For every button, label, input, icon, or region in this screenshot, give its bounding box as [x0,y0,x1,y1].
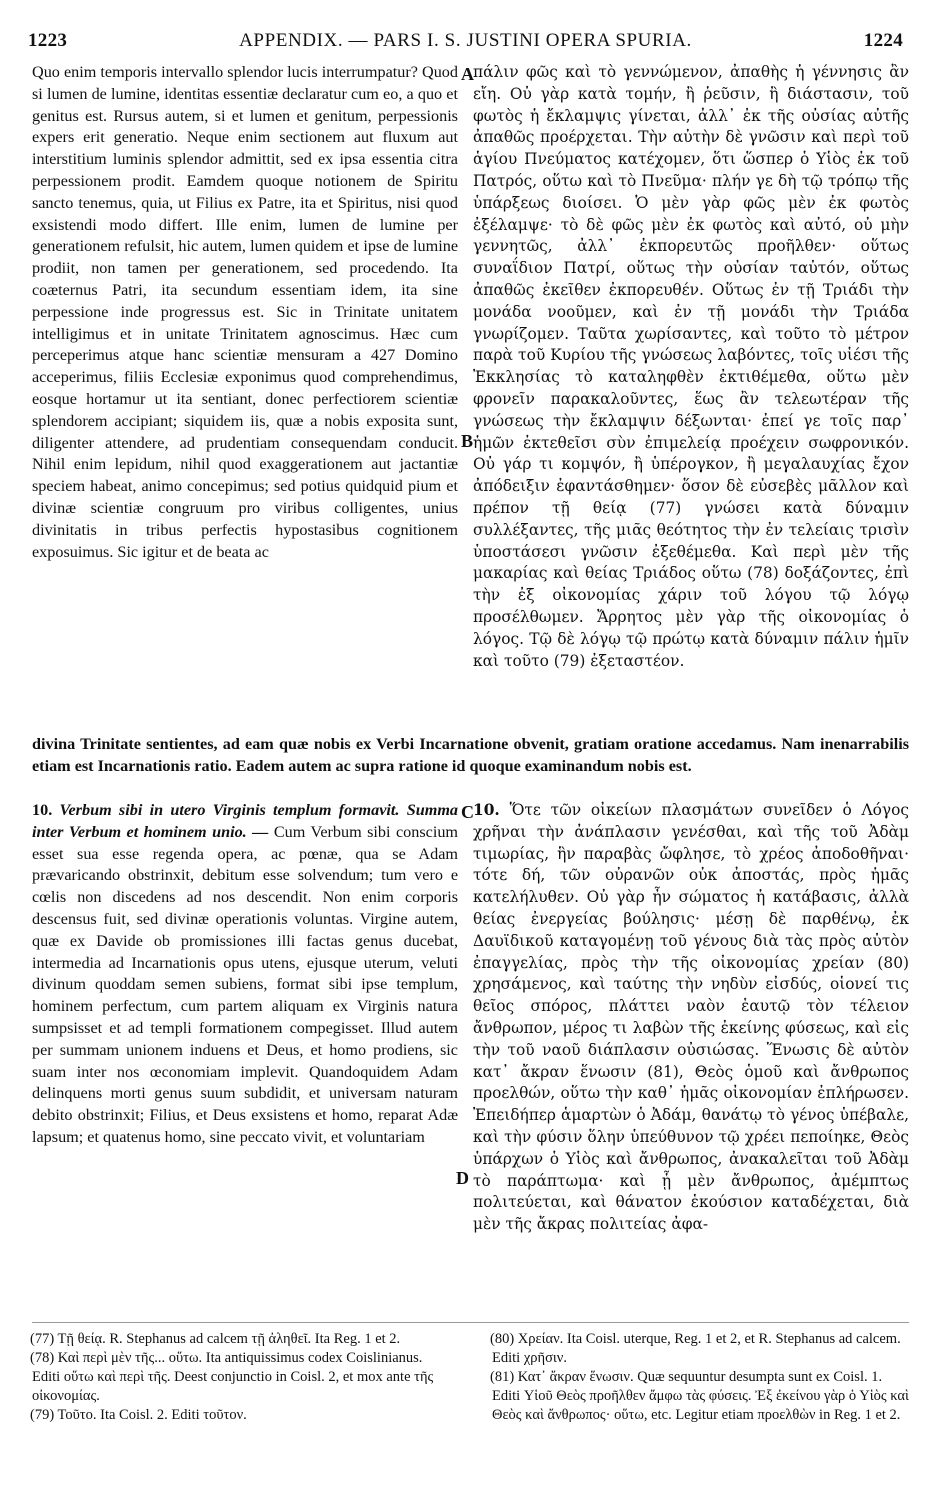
running-title: APPENDIX. — PARS I. S. JUSTINI OPERA SPURIA. [239,30,692,51]
greek-paragraph: πάλιν φῶς καὶ τὸ γεννώμενον, ἀπαθὴς ἡ γέννησις ἂν εἴη. Οὐ γὰρ κατὰ τομήν, ἢ ῥεῦσιν, ἢ διάστασιν, τοῦ φωτὸς ἡ ἔκλαμψις γίνεται, ἀλλ᾽ ἐκ τῆς οὐσίας αὐτῆς ἀπαθῶς προέρχεται. Τὴν αὐτὴν δὲ γνῶσιν καὶ περὶ τοῦ ἁγίου Πνεύματος κατέχομεν, ὅτι ὥσπερ ὁ Υἱὸς ἐκ τοῦ Πατρός, οὕτω καὶ τὸ Πνεῦμα· πλήν γε δὴ τῷ τρόπῳ τῆς ὑπάρξεως διοίσει. Ὁ μὲν γὰρ φῶς μὲν ἐκ φωτὸς ἐξέλαμψε· τὸ δὲ φῶς μὲν ἐκ φωτὸς καὶ αὐτό, οὐ μὴν γεννητῶς, ἀλλ᾽ ἐκπορευτῶς προῆλθεν· οὕτως συναΐδιον Πατρί, οὕτως τὴν οὐσίαν ταὐτόν, οὕτως ἀπαθῶς ἐκεῖθεν ἐκπορευθέν. Οὕτως ἐν τῇ Τριάδι τὴν μονάδα νοοῦμεν, καὶ ἐν τῇ μονάδι τὴν Τριάδα γνωρίζομεν. Ταῦτα χωρίσαντες, καὶ τοῦτο τὸ μέτρον παρὰ τοῦ Κυρίου τῆς γνώσεως λαβόντες, τοῖς υἱέσι τῆς Ἐκκλησίας τὸ καταληφθὲν ἐκτιθέμεθα, οὕτω μὲν φρονεῖν παρακαλοῦντες, ἕως ἂν τελεωτέραν τῆς γνώσεως τὴν ἔκλαμψιν δέξωνται· ἐπεί γε τοῖς παρ᾽ ἡμῶν ἐκτεθεῖσι σὺν ἐπιμελείᾳ προέχειν σωφρονικόν. Οὐ γάρ τι κομψόν, ἢ ὑπέρογκον, ἢ μεγαλαυχίας ἔχον ἀπόδειξιν ἐφαντάσθημεν· ὅσον δὲ εὐσεβὲς μᾶλλον καὶ πρέπον τῇ θείᾳ (77) γνώσει κατὰ δύναμιν συλλέξαντες, τῆς μιᾶς θεότητος τὴν ἐν τελείαις τρισὶν ὑποστάσεσι γνῶσιν ἐξεθέμεθα. Καὶ περὶ μὲν τῆς μακαρίας καὶ θείας Τριάδος οὕτω (78) δοξάζοντες, ἐπὶ τὴν ἐξ οἰκονομίας χάριν τοῦ λόγου τῷ λόγῳ προσέλθωμεν. Ἄρρητος μὲν γὰρ τῆς οἰκονομίας ὁ λόγος. Τῷ δὲ λόγῳ τῷ πρώτῳ κατὰ δύναμιν πάλιν ἡμῖν καὶ τοῦτο (79) ἐξεταστέον. [473,63,909,670]
margin-marker-c: C [461,802,474,822]
footnote-divider [32,1322,909,1323]
latin-section-10 [32,800,458,1149]
latin-paragraph: Quo enim temporis intervallo splendor lucis interrumpatur? Quod si lumen de lumine, identitas essentiæ declaratur cum eo, a quo et genitus est. Rursus autem, si et lumen et genitum, perpessionis expers erit generatio. Neque enim sectionem aut fluxum aut interstitium luminis splendor admittit, sed ex ipsa essentia citra perpessionem prodit. Eamdem quoque notionem de Spiritu sancto tenemus, quia, ut Filius ex Patre, ita et Spiritus, nisi quod exsistendi modo differt. Ille enim, lumen de lumine per generationem refulsit, hic autem, lumen quidem et ipse de lumine prodiit, non tamen per generationem, sed procedendo. Ita coæternus Patri, ita secundum essentiam idem, ita sine perpessione inde progressus est. Sic in Trinitate unitatem intelligimus et in unitate Trinitatem agnoscimus. Hæc cum perceperimus atque hanc scientiæ mensuram a 427 Domino acceperimus, filiis Ecclesiæ exponimus quod comprehendimus, eosque hortamur ut ita sentiant, donec perfectiorem scientiæ splendorem accipiant; siquidem iis, quæ a nobis exposita sunt, diligenter attendere, ad prudentiam consequendam conducit. Nihil enim lepidum, nihil quod exaggerationem aut jactantiæ speciem habeat, animo concepimus; sed potius quidquid pium et divinæ scientiæ congruum pro viribus colligentes, unius divinitatis in tribus perfectis hypostasibus cognitionem exposuimus. Sic igitur et de beata ac [32,63,458,561]
margin-marker-d: D [456,1168,469,1188]
footnote-77: (77) Τῇ θείᾳ. R. Stephanus ad calcem τῇ ἀληθεῖ. Ita Reg. 1 et 2. [30,1331,401,1347]
greek-column-top [473,62,909,672]
footnotes-left [32,1330,452,1425]
full-width-paragraph: divina Trinitate sentientes, ad eam quæ nobis ex Verbi Incarnatione obvenit, gratiam oratione accedamus. Nam inenarrabilis etiam est Incarnationis ratio. Eadem autem ac supra ratione id quoque examinandum nobis est. [32,735,909,775]
footnotes-right [492,1330,912,1425]
section-text-latin: Cum Verbum sibi conscium esset sua esse regenda opera, ac pœnæ, qua se Adam prævaricando obstrinxit, debitum esse solvendum; tum vero e cœlis non discedens ad nos descendit. Non enim corporis descensus fuit, sed divinæ operationis voluntas. Virgine autem, quæ ex Davide ob promissiones illi factas genus ducebat, intermedia ad Incarnationis opus utens, ejusque uterum, veluti divinum quoddam semen subiens, format sibi ipse templum, hominem perfectum, cum partem aliquam ex Virginis natura sumpsisset et ad templi formationem compegisset. Illud autem per summam unionem induens et Deus, et homo prodiens, sic suam inter nos œconomiam implevit. Quandoquidem Adam delinquens morti genus suum subdidit, et universam naturam debito obstrinxit; Filius, et Deus exsistens et homo, reparat Adæ lapsum; et quatenus homo, sine peccato vivit, et voluntariam [32,822,459,1146]
section-number-latin: 10. [32,801,53,819]
footnote-78: (78) Καὶ περὶ μὲν τῆς... οὕτω. Ita antiquissimus codex Coislinianus. Editi οὕτω καὶ περὶ τῆς. Deest conjunctio in Coisl. 2, et mox ante τῆς οἰκονομίας. [30,1350,434,1404]
page-number-right: 1224 [863,30,903,51]
margin-marker-a: A [461,64,474,84]
footnote-80: (80) Χρείαν. Ita Coisl. uterque, Reg. 1 et 2, et R. Stephanus ad calcem. Editi χρῆσιν. [490,1331,901,1366]
footnote-81: (81) Κατ᾽ ἄκραν ἕνωσιν. Quæ sequuntur desumpta sunt ex Coisl. 1. Editi Υἱοῦ Θεὸς προῆλθεν ἄμφω τὰς φύσεις. Ἐξ ἐκείνου γὰρ ὁ Υἱὸς καὶ Θεὸς καὶ ἄνθρωπος· οὕτω, etc. Legitur etiam προελθὼν in Reg. 1 et 2. [490,1369,909,1423]
section-number-greek: 10. [473,801,500,819]
latin-column-top [32,62,458,563]
running-header [28,30,903,56]
greek-section-10 [473,800,909,1236]
footnote-79: (79) Τοῦτο. Ita Coisl. 2. Editi τοῦτον. [30,1407,247,1423]
page-number-left: 1223 [28,30,68,51]
full-width-latin-line [32,734,909,778]
section-text-greek: Ὅτε τῶν οἰκείων πλασμάτων συνεῖδεν ὁ Λόγος χρῆναι τὴν ἀνάπλασιν γενέσθαι, καὶ τῆς τοῦ Ἀδὰμ τιμωρίας, ἣν παραβὰς ὤφλησε, τὸ χρέος ἀποδοθῆναι· τότε δή, τῶν οὐρανῶν οὐκ ἀποστάς, πρὸς ἡμᾶς κατελήλυθεν. Οὐ γὰρ ἦν σώματος ἡ κατάβασις, ἀλλὰ θείας ἐνεργείας βούλησις· μέσῃ δὲ παρθένῳ, ἐκ Δαυϊδικοῦ καταγομένῃ τοῦ γένους διὰ τὰς πρὸς αὐτὸν ἐπαγγελίας, πρὸς τὴν τῆς οἰκονομίας χρείαν (80) χρησάμενος, καὶ ταύτης τὴν νηδὺν εἰσδύς, οἱονεί τις θεῖος σπόρος, πλάττει ναὸν ἑαυτῷ τὸν τέλειον ἄνθρωπον, μέρος τι λαβὼν τῆς ἐκείνης φύσεως, καὶ εἰς τὴν τοῦ ναοῦ διάπλασιν οὐσιώσας. Ἕνωσις δὲ αὐτὸν κατ᾽ ἄκραν ἕνωσιν (81), Θεὸς ὁμοῦ καὶ ἄνθρωπος προελθών, οὕτω τὴν καθ᾽ ἡμᾶς οἰκονομίαν ἐπλήρωσεν. Ἐπειδήπερ ἁμαρτὼν ὁ Ἀδάμ, θανάτῳ τὸ γένος ὑπέβαλε, καὶ τὴν φύσιν ὅλην ὑπεύθυνον τῷ χρέει πεποίηκε, Θεὸς ὑπάρχων ὁ Υἱὸς καὶ ἄνθρωπος, ἀνακαλεῖται τοῦ Ἀδὰμ τὸ παράπτωμα· καὶ ᾗ μὲν ἄνθρωπος, ἀμέμπτως πολιτεύεται, καὶ θάνατον ἑκούσιον καταδέχεται, διὰ μὲν τῆς ἄκρας πολιτείας ἀφα- [473,801,909,1234]
margin-marker-b: B [461,431,474,451]
section-heading-latin: Verbum sibi in utero Virginis templum formavit. Summa inter Verbum et hominem unio. — [32,801,458,841]
